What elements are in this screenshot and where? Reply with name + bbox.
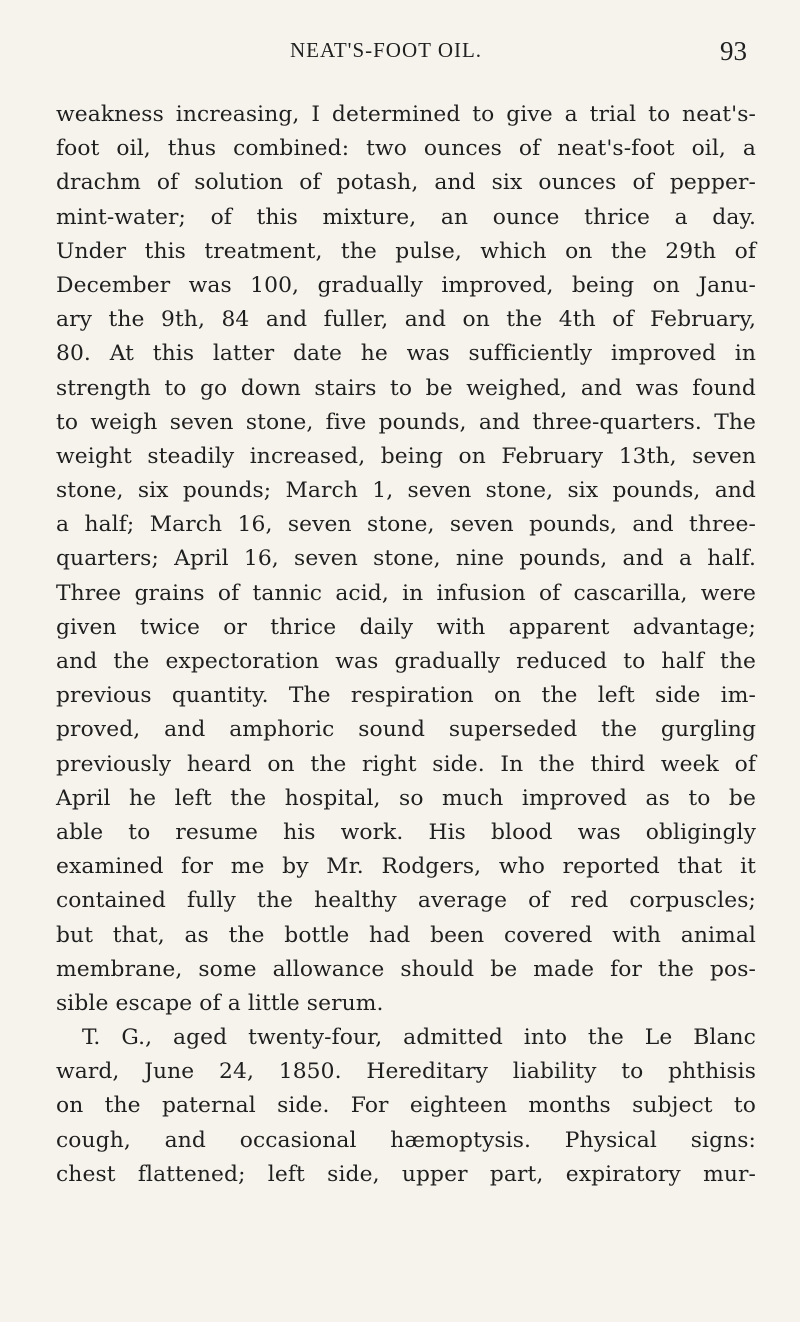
text-line: ward, June 24, 1850. Hereditary liability to phthisis <box>56 1059 756 1085</box>
text-line: ary the 9th, 84 and fuller, and on the 4th of February, <box>56 307 756 333</box>
text-line: and the expectoration was gradually reduced to half the <box>56 649 756 674</box>
text-line: given twice or thrice daily with apparent advantage; <box>56 614 756 640</box>
text-line: April he left the hospital, so much improved as to be <box>56 785 756 811</box>
text-line: proved, and amphoric sound superseded the gurgling <box>56 717 756 743</box>
text-line: weakness increasing, I determined to give a trial to neat's- <box>56 102 756 127</box>
running-title: NEAT'S-FOOT OIL. <box>290 38 483 62</box>
text-line: Under this treatment, the pulse, which on the 29th of <box>56 238 756 264</box>
running-head <box>0 38 800 72</box>
text-line: but that, as the bottle had been covered with animal <box>56 922 756 948</box>
text-line: strength to go down stairs to be weighed, and was found <box>56 375 756 401</box>
text-line: previously heard on the right side. In the third week of <box>56 751 756 777</box>
text-line: drachm of solution of potash, and six ounces of pepper- <box>56 170 756 196</box>
text-line: able to resume his work. His blood was obligingly <box>56 819 756 845</box>
text-line: T. G., aged twenty-four, admitted into the Le Blanc <box>82 1025 756 1051</box>
text-line: cough, and occasional hæmoptysis. Physical signs: <box>56 1127 756 1153</box>
page-number: 93 <box>720 36 747 66</box>
text-line: a half; March 16, seven stone, seven pounds, and three- <box>56 512 756 538</box>
text-line: stone, six pounds; March 1, seven stone, six pounds, and <box>56 478 756 504</box>
text-line: 80. At this latter date he was sufficiently improved in <box>56 341 756 367</box>
text-line: chest flattened; left side, upper part, expiratory mur- <box>56 1161 756 1187</box>
text-line: to weigh seven stone, five pounds, and three-quarters. The <box>56 409 756 435</box>
text-line: examined for me by Mr. Rodgers, who reported that it <box>56 854 756 880</box>
text-line: contained fully the healthy average of red corpuscles; <box>56 888 756 914</box>
text-line: Three grains of tannic acid, in infusion of cascarilla, were <box>56 580 756 606</box>
body-text <box>56 98 756 1192</box>
text-line: quarters; April 16, seven stone, nine pounds, and a half. <box>56 546 756 572</box>
text-line: December was 100, gradually improved, being on Janu- <box>56 272 756 298</box>
text-line: previous quantity. The respiration on the left side im- <box>56 683 756 709</box>
text-line: foot oil, thus combined: two ounces of neat's-foot oil, a <box>56 136 756 162</box>
text-line: membrane, some allowance should be made for the pos- <box>56 956 756 982</box>
text-line: mint-water; of this mixture, an ounce thrice a day. <box>56 204 756 230</box>
text-line: on the paternal side. For eighteen months subject to <box>56 1093 756 1119</box>
text-line: weight steadily increased, being on February 13th, seven <box>56 443 756 469</box>
text-line: sible escape of a little serum. <box>56 990 384 1016</box>
